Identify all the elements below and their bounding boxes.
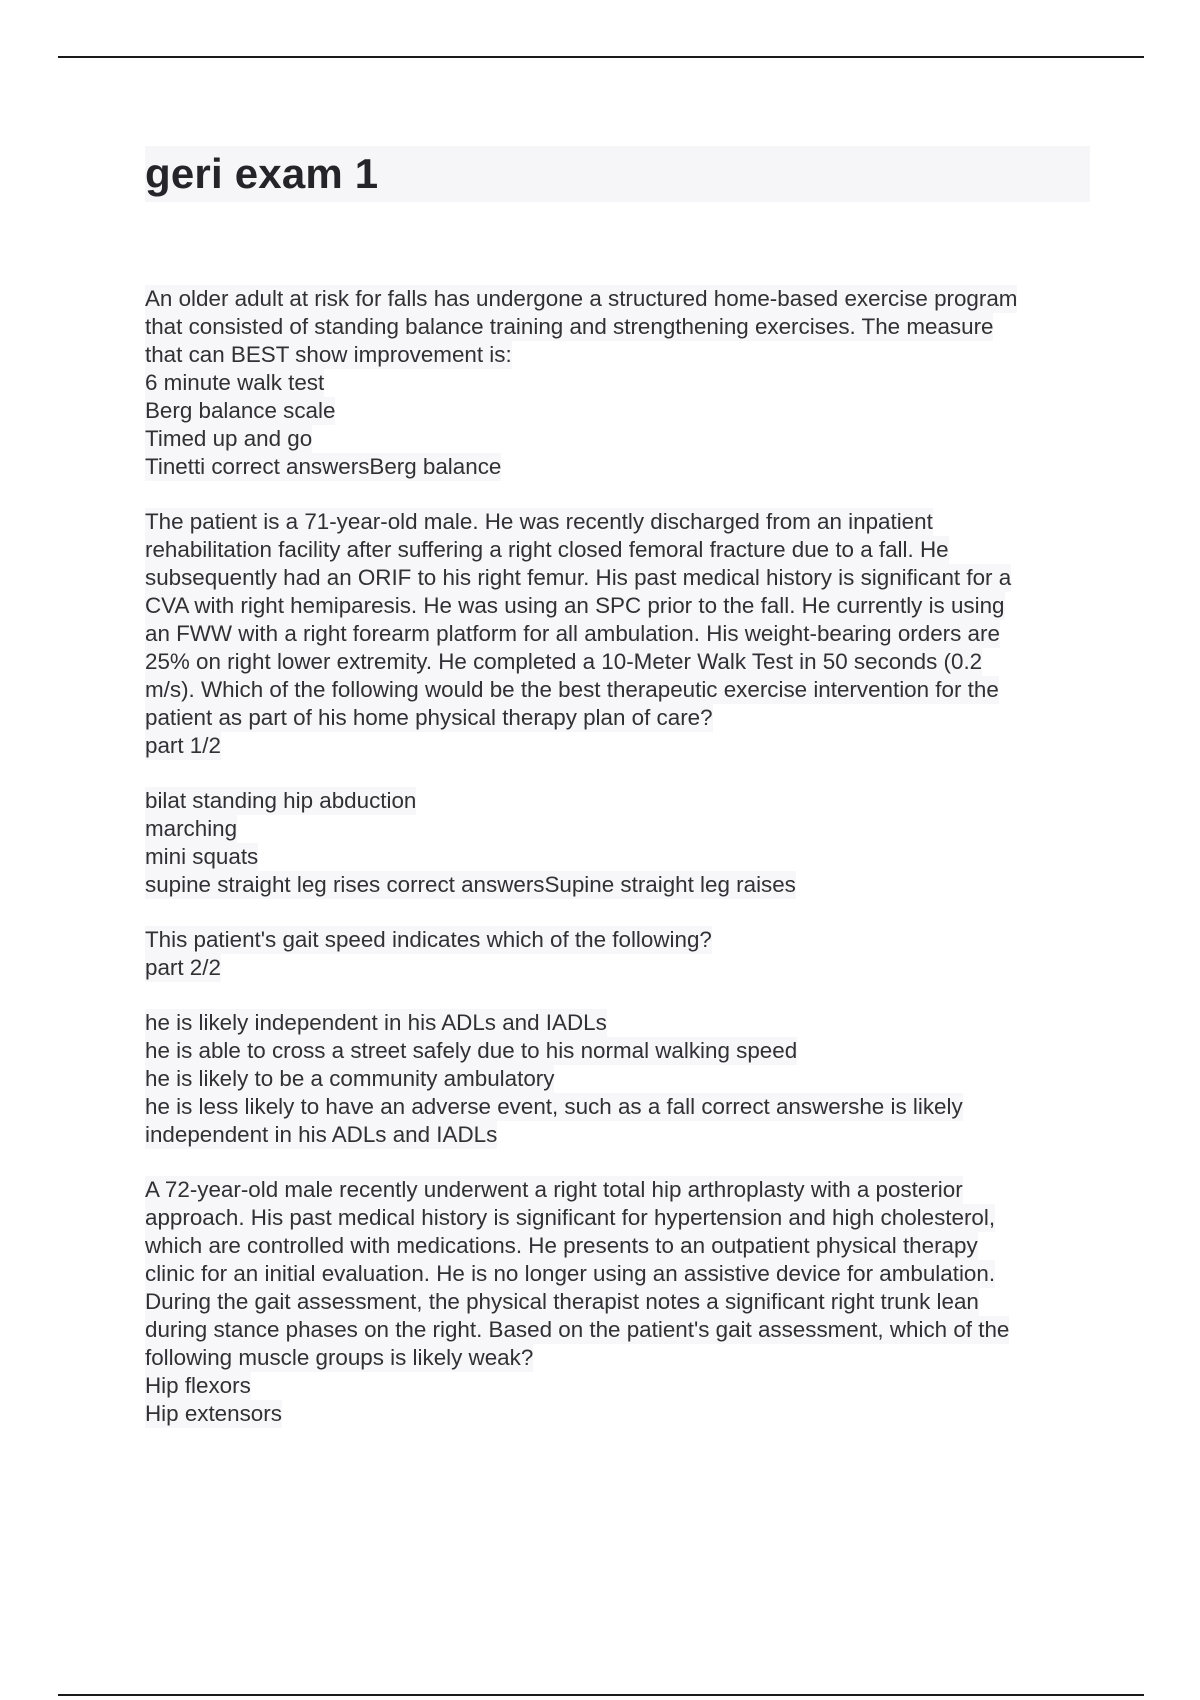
text-line: During the gait assessment, the physical therapist notes a significant right trunk lean [145, 1289, 979, 1314]
text-line: he is able to cross a street safely due to his normal walking speed [145, 1038, 798, 1063]
question-block [145, 1009, 1090, 1149]
text-line: CVA with right hemiparesis. He was using an SPC prior to the fall. He currently is using [145, 593, 1005, 618]
question-block [145, 787, 1090, 899]
question-block [145, 285, 1090, 481]
text-line: Hip extensors [145, 1401, 282, 1426]
text-line: part 1/2 [145, 733, 221, 758]
text-line: m/s). Which of the following would be the best therapeutic exercise intervention for the [145, 677, 999, 702]
text-line: independent in his ADLs and IADLs [145, 1122, 498, 1147]
question-list [145, 285, 1090, 1428]
document-title: geri exam 1 [145, 150, 379, 197]
text-line: 25% on right lower extremity. He completed a 10-Meter Walk Test in 50 seconds (0.2 [145, 649, 983, 674]
text-line: rehabilitation facility after suffering a right closed femoral fracture due to a fall. He [145, 537, 949, 562]
bottom-rule [58, 1694, 1144, 1696]
text-line: during stance phases on the right. Based on the patient's gait assessment, which of the [145, 1317, 1010, 1342]
text-line: that can BEST show improvement is: [145, 342, 512, 367]
text-line: he is less likely to have an adverse event, such as a fall correct answershe is likely [145, 1094, 963, 1119]
text-line: 6 minute walk test [145, 370, 325, 395]
text-line: patient as part of his home physical therapy plan of care? [145, 705, 713, 730]
text-line: Tinetti correct answersBerg balance [145, 454, 502, 479]
text-line: This patient's gait speed indicates which of the following? [145, 927, 712, 952]
text-line: A 72-year-old male recently underwent a right total hip arthroplasty with a posterior [145, 1177, 963, 1202]
text-line: Hip flexors [145, 1373, 251, 1398]
text-line: that consisted of standing balance training and strengthening exercises. The measure [145, 314, 994, 339]
text-line: clinic for an initial evaluation. He is no longer using an assistive device for ambulation. [145, 1261, 996, 1286]
title-band [145, 146, 1090, 202]
text-line: part 2/2 [145, 955, 221, 980]
top-rule [58, 56, 1144, 58]
text-line: an FWW with a right forearm platform for all ambulation. His weight-bearing orders are [145, 621, 1000, 646]
text-line: Timed up and go [145, 426, 313, 451]
text-line: subsequently had an ORIF to his right femur. His past medical history is significant for a [145, 565, 1012, 590]
text-line: which are controlled with medications. He presents to an outpatient physical therapy [145, 1233, 978, 1258]
text-line: An older adult at risk for falls has undergone a structured home-based exercise program [145, 286, 1018, 311]
text-line: he is likely to be a community ambulatory [145, 1066, 555, 1091]
question-block [145, 508, 1090, 760]
question-block [145, 1176, 1090, 1428]
document-page [145, 146, 1090, 1455]
text-line: following muscle groups is likely weak? [145, 1345, 534, 1370]
text-line: The patient is a 71-year-old male. He was recently discharged from an inpatient [145, 509, 933, 534]
text-line: Berg balance scale [145, 398, 336, 423]
question-block [145, 926, 1090, 982]
text-line: he is likely independent in his ADLs and IADLs [145, 1010, 607, 1035]
text-line: mini squats [145, 844, 259, 869]
text-line: supine straight leg rises correct answersSupine straight leg raises [145, 872, 796, 897]
text-line: bilat standing hip abduction [145, 788, 417, 813]
text-line: marching [145, 816, 238, 841]
text-line: approach. His past medical history is significant for hypertension and high cholesterol, [145, 1205, 996, 1230]
